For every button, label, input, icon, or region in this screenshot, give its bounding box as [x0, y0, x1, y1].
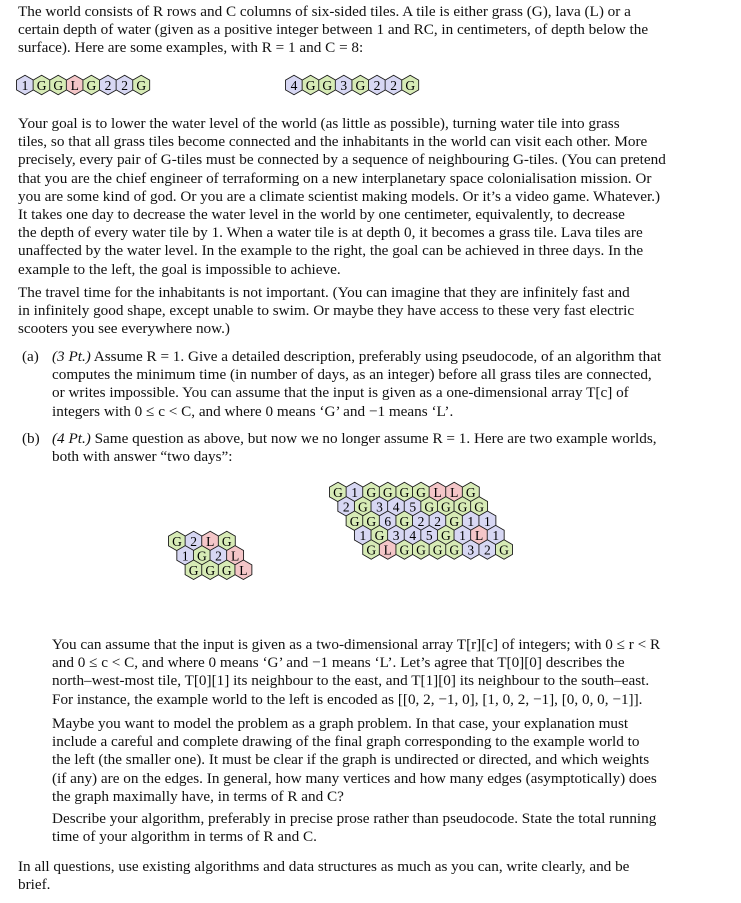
hex-tile [335, 75, 352, 95]
hex-tile [462, 540, 479, 560]
part-a-label: (a) [22, 348, 39, 365]
input-line: and 0 ≤ c < C, and where 0 means ‘G’ and −1 means ‘L’. Let’s agree that T[0][0] describes the [52, 654, 625, 672]
tile-label: G [221, 562, 232, 578]
tile-label: L [450, 485, 459, 500]
describe-paragraph [52, 810, 728, 846]
tile-label: 4 [290, 78, 298, 93]
tile-label: G [305, 78, 316, 93]
hex-tile [496, 540, 513, 560]
tile-label: 2 [417, 513, 425, 529]
points: (4 Pt.) [52, 430, 91, 447]
goal-line: Your goal is to lower the water level of the world (as little as possible), turning water tile into grass [18, 115, 620, 132]
closing-line: brief. [18, 876, 51, 894]
hex-tile [385, 75, 402, 95]
hex-tile [33, 75, 50, 95]
tile-label: 1 [21, 78, 29, 93]
graph-line: the left (the smaller one). It must be clear if the graph is undirected or directed, and which weights [52, 751, 650, 769]
part-line [52, 384, 728, 402]
goal-line: the depth of every water tile by 1. When a water tile is at depth 0, it becomes a grass tile. Lava tiles are [18, 224, 643, 242]
tile-label: G [449, 542, 460, 558]
tile-label: G [474, 499, 484, 515]
part-line [52, 430, 728, 448]
tile-label: 2 [190, 534, 197, 549]
tile-label: G [366, 513, 377, 529]
hex-tile [66, 75, 83, 95]
tile-label: G [172, 534, 182, 549]
tile-label: G [205, 562, 216, 578]
intro-line: surface). Here are some examples, with R = 1 and C = 8: [18, 39, 364, 57]
goal-line: example to the left, the goal is impossible to achieve. [18, 260, 341, 278]
hex-tile [319, 75, 336, 95]
hex-tile [17, 75, 34, 95]
tile-label: G [399, 485, 410, 500]
hex-tile [202, 560, 219, 580]
tile-label: 2 [373, 78, 381, 93]
input-paragraph [52, 636, 728, 709]
hex-tile [402, 75, 419, 95]
tile-label: 1 [484, 513, 491, 529]
tile-label: L [433, 485, 442, 500]
tile-label: G [358, 499, 368, 515]
part-line-text: integers with 0 ≤ c < C, and where 0 means ‘G’ and −1 means ‘L’. [52, 402, 454, 420]
describe-line: time of your algorithm in terms of R and C. [52, 828, 317, 846]
part-line [52, 448, 728, 466]
tile-label: 3 [392, 528, 400, 544]
tile-label: G [355, 78, 366, 93]
part-line-text: Same question as above, but now we no longer assume R = 1. Here are two example worlds, [94, 430, 657, 447]
tile-label: G [416, 542, 426, 558]
goal-paragraph [18, 115, 726, 279]
tile-label: 1 [181, 548, 189, 564]
travel-line: in infinitely good shape, except unable to swim. Or maybe they have access to these very fast electric [18, 302, 635, 320]
tile-label: G [197, 548, 207, 564]
tile-label: G [457, 499, 468, 515]
closing-paragraph [18, 858, 726, 894]
tile-label: L [206, 534, 215, 549]
tile-label: L [239, 562, 248, 578]
intro-line: The world consists of R rows and C columns of six-sided tiles. A tile is either grass (G), lava (L) or a [18, 3, 631, 20]
tile-label: L [230, 548, 240, 564]
hex-tile [116, 75, 133, 95]
tile-label: G [441, 499, 451, 515]
goal-line: that you are the chief engineer of terraforming on a new interplanetary space colonialisation mission. Or [18, 169, 652, 187]
part-line [52, 403, 728, 421]
tile-label: 5 [425, 528, 433, 544]
points: (3 Pt.) [52, 348, 91, 365]
tile-label: G [441, 528, 451, 544]
intro-line: certain depth of water (given as a positive integer between 1 and RC, in centimeters, of depth below the [18, 21, 649, 39]
input-line: You can assume that the input is given as a two-dimensional array T[r][c] of integers; with 0 ≤ r < R [52, 636, 661, 653]
hex-tile [185, 560, 202, 580]
travel-line: The travel time for the inhabitants is not important. (You can imagine that they are infinitely fast and [18, 284, 630, 301]
small-example-world [165, 530, 305, 620]
hex-tile [396, 540, 413, 560]
tile-label: L [70, 78, 79, 93]
tile-label: 3 [340, 78, 348, 93]
part-b-text [52, 430, 728, 466]
tile-label: G [465, 485, 476, 500]
tile-label: 2 [104, 78, 112, 93]
hex-tile [369, 75, 386, 95]
graph-line: Maybe you want to model the problem as a graph problem. In that case, your explanation must [52, 715, 629, 732]
tile-label: G [36, 78, 47, 93]
tile-label: 2 [342, 499, 350, 515]
hex-tile [413, 540, 430, 560]
tile-label: 1 [351, 485, 358, 500]
tile-label: G [432, 542, 443, 558]
tile-label: G [424, 499, 435, 515]
tile-label: G [322, 78, 333, 93]
tile-label: G [333, 485, 343, 500]
hex-tile [100, 75, 117, 95]
goal-line: tiles, so that all grass tiles become connected and the inhabitants in the world can visit each other. More [18, 133, 648, 151]
input-line: north–west-most tile, T[0][1] its neighbour to the east, and T[1][0] its neighbour to the south–east. [52, 672, 650, 690]
tile-label: G [53, 78, 64, 93]
tile-label: G [86, 78, 97, 93]
tile-label: 2 [390, 78, 397, 93]
tile-label: 2 [121, 78, 128, 93]
tile-label: G [499, 542, 509, 558]
part-line [52, 348, 728, 366]
tile-label: 5 [409, 499, 417, 515]
tile-label: G [374, 528, 385, 544]
tile-label: 2 [215, 548, 222, 564]
tile-label: 1 [467, 513, 475, 529]
intro-paragraph [18, 3, 726, 58]
part-b-label: (b) [22, 430, 40, 447]
goal-line: unaffected by the water level. In the example to the right, the goal can be achieved in three days. In the [18, 242, 644, 260]
tile-label: L [383, 542, 392, 558]
part-line-text: or writes impossible. You can assume that the input is given as a one-dimensional array T[c] of [52, 384, 629, 402]
tile-label: 4 [409, 528, 417, 544]
tile-label: G [449, 513, 460, 529]
tile-label: 1 [359, 528, 367, 544]
hex-tile [302, 75, 319, 95]
closing-line: In all questions, use existing algorithms and data structures as much as you can, write clearly, and be [18, 858, 630, 875]
tile-label: G [366, 542, 377, 558]
hex-tile [446, 540, 463, 560]
tile-label: G [399, 542, 410, 558]
hex-tile [83, 75, 100, 95]
example-world-three-days [283, 68, 543, 104]
tile-label: 1 [459, 528, 466, 544]
tile-label: G [221, 534, 232, 549]
graph-paragraph [52, 715, 728, 806]
graph-line: include a careful and complete drawing of the final graph corresponding to the example world to [52, 733, 640, 751]
tile-label: G [188, 562, 199, 578]
part-line-text: Assume R = 1. Give a detailed description, preferably using pseudocode, of an algorithm that [93, 348, 662, 365]
tile-label: G [416, 485, 426, 500]
part-a-text [52, 348, 728, 421]
hex-tile [286, 75, 303, 95]
hex-tile [235, 560, 252, 580]
travel-line: scooters you see everywhere now.) [18, 320, 230, 338]
tile-label: G [366, 485, 377, 500]
hex-tile [352, 75, 369, 95]
input-line: For instance, the example world to the left is encoded as [[0, 2, −1, 0], [1, 0, 2, −1], [0, 0, 0, −1]]. [52, 690, 643, 708]
hex-tile [218, 560, 235, 580]
hex-tile [429, 540, 446, 560]
tile-label: 1 [492, 528, 500, 544]
part-line [52, 366, 728, 384]
tile-label: L [474, 528, 484, 544]
tile-label: 2 [434, 513, 441, 529]
travel-paragraph [18, 284, 726, 339]
example-world-impossible [14, 68, 274, 104]
tile-label: 3 [467, 542, 475, 558]
part-line-text: computes the minimum time (in number of days, as an integer) before all grass tiles are connected, [52, 366, 652, 384]
goal-line: It takes one day to decrease the water level in the world by one centimeter, equivalently, to decrease [18, 206, 625, 224]
describe-line: Describe your algorithm, preferably in precise prose rather than pseudocode. State the total running [52, 810, 657, 827]
tile-label: G [405, 78, 416, 93]
tile-label: 3 [376, 499, 383, 515]
tile-label: 6 [384, 513, 392, 529]
goal-line: you are some kind of god. Or you are a climate scientist making models. Or it’s a video game. Whatever.) [18, 187, 661, 205]
hex-tile [479, 540, 496, 560]
large-example-world [326, 481, 616, 621]
hex-tile [363, 540, 380, 560]
part-line-text: both with answer “two days”: [52, 448, 233, 466]
graph-line: the graph maximally have, in terms of R and C? [52, 787, 344, 805]
tile-label: 2 [484, 542, 491, 558]
goal-line: precisely, every pair of G-tiles must be connected by a sequence of neighbouring G-tiles. (You can pretend [18, 151, 666, 169]
tile-label: G [399, 513, 410, 529]
tile-label: G [136, 78, 147, 93]
graph-line: (if any) are on the edges. In general, how many vertices and how many edges (asymptotically) does [52, 769, 657, 787]
hex-tile [133, 75, 150, 95]
tile-label: 4 [392, 499, 400, 515]
hex-tile [50, 75, 67, 95]
hex-tile [379, 540, 396, 560]
tile-label: G [349, 513, 360, 529]
tile-label: G [382, 485, 393, 500]
